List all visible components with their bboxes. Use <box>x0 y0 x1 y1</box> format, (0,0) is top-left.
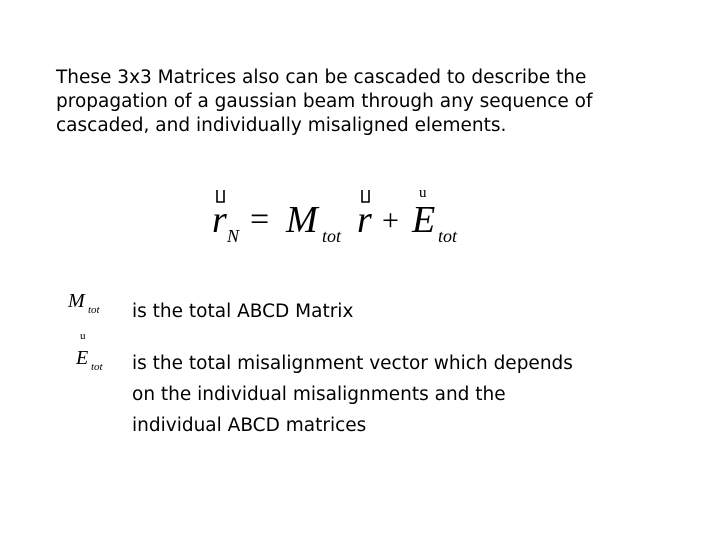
symbol-e-tot <box>62 328 118 376</box>
eq-equals: = <box>250 201 270 238</box>
eq-e-subscript: tot <box>438 226 458 246</box>
def-e-symbol: E <box>76 347 89 369</box>
definition-m-tot-text: is the total ABCD Matrix <box>132 301 354 322</box>
definition-e-tot-text-line-1: is the total misalignment vector which depends <box>132 353 573 374</box>
def-e-marker: u <box>80 330 86 342</box>
eq-e-symbol: E <box>412 199 436 241</box>
eq-m-symbol: M <box>286 199 318 241</box>
definition-e-tot-text-line-2: on the individual misalignments and the <box>132 384 506 405</box>
symbol-m-tot <box>62 285 118 321</box>
intro-paragraph: These 3x3 Matrices also can be cascaded to describe the propagation of a gaussian beam through any sequence of cascaded, and individually misaligned elements. <box>56 67 593 136</box>
def-e-subscript: tot <box>91 361 103 373</box>
definition-e-tot-text-line-3: individual ABCD matrices <box>132 415 367 436</box>
eq-r-subscript: N <box>227 226 240 246</box>
eq-vector-r-symbol: r <box>357 199 372 241</box>
eq-m-subscript: tot <box>322 226 342 246</box>
eq-r-symbol: r <box>212 199 227 241</box>
def-m-subscript: tot <box>88 304 100 316</box>
eq-plus: + <box>382 204 399 237</box>
def-m-symbol: M <box>68 290 85 312</box>
vector-marker-e: u <box>419 185 427 201</box>
equation-rn <box>200 180 490 260</box>
